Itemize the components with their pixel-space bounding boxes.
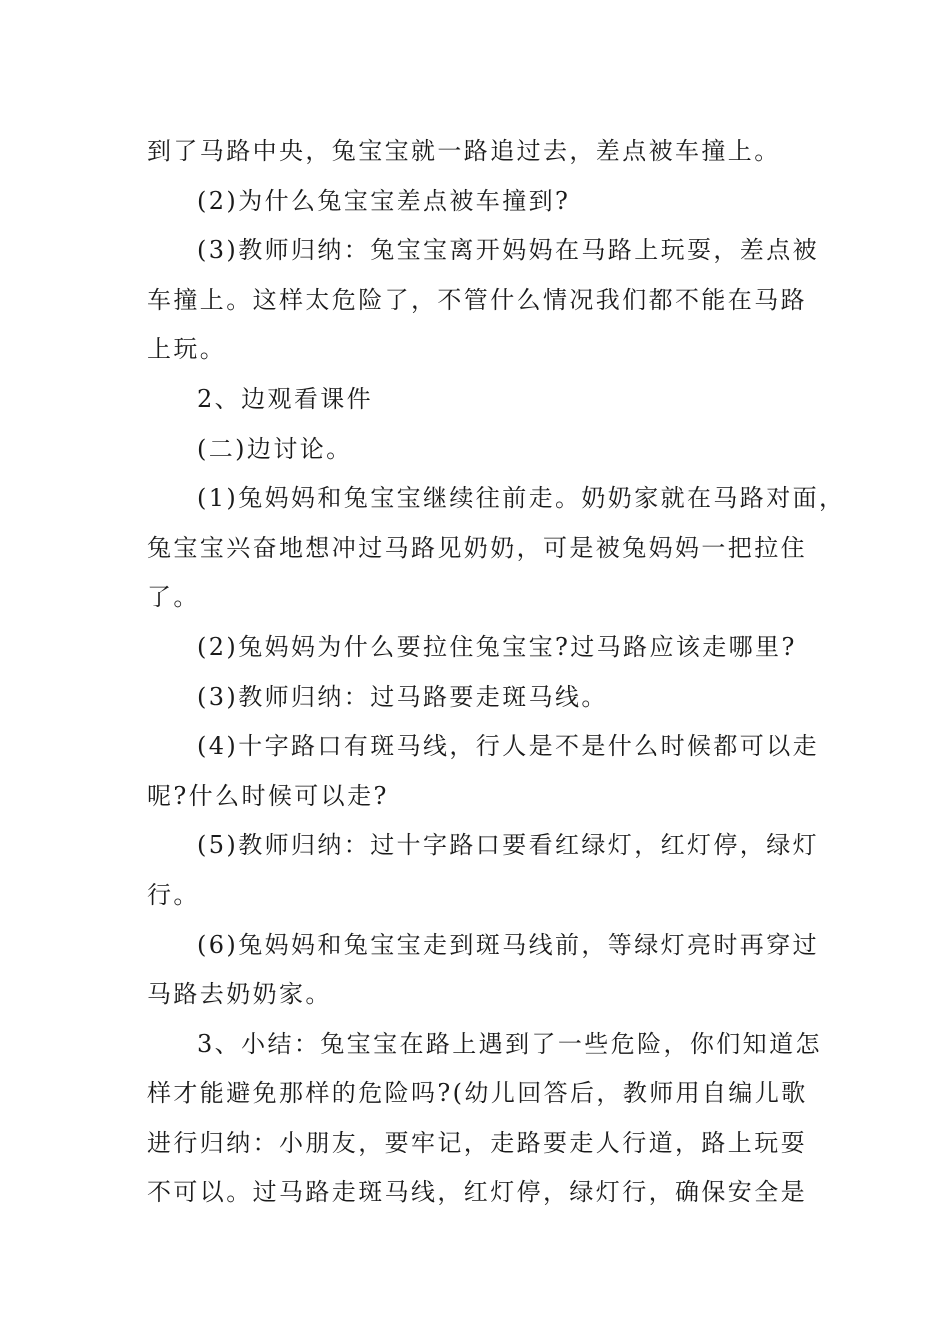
paragraph-line: (2)为什么兔宝宝差点被车撞到? xyxy=(197,186,571,215)
paragraph-line: (4)十字路口有斑马线，行人是不是什么时候都可以走 xyxy=(197,732,819,761)
paragraph-line: (5)教师归纳：过十字路口要看红绿灯，红灯停，绿灯 xyxy=(197,831,819,860)
paragraph-line: 上玩。 xyxy=(147,335,227,364)
subsection-heading: (二)边讨论。 xyxy=(197,434,353,463)
paragraph-line: 了。 xyxy=(147,583,200,612)
paragraph-line: 车撞上。这样太危险了，不管什么情况我们都不能在马路 xyxy=(147,285,807,314)
paragraph-line: 到了马路中央，兔宝宝就一路追过去，差点被车撞上。 xyxy=(147,137,781,165)
paragraph-line: (3)教师归纳：兔宝宝离开妈妈在马路上玩耍，差点被 xyxy=(197,236,819,265)
paragraph-line: (3)教师归纳：过马路要走斑马线。 xyxy=(197,682,608,711)
paragraph-line: 样才能避免那样的危险吗?(幼儿回答后，教师用自编儿歌 xyxy=(147,1079,808,1108)
paragraph-line: (6)兔妈妈和兔宝宝走到斑马线前，等绿灯亮时再穿过 xyxy=(197,930,819,959)
document-body xyxy=(147,127,846,1218)
paragraph-line: 行。 xyxy=(147,880,200,909)
section-heading: 2、边观看课件 xyxy=(197,384,374,413)
paragraph-line: 进行归纳：小朋友，要牢记，走路要走人行道，路上玩耍 xyxy=(147,1128,807,1157)
paragraph-line: (1)兔妈妈和兔宝宝继续往前走。奶奶家就在马路对面， xyxy=(197,484,846,513)
paragraph-line: (2)兔妈妈为什么要拉住兔宝宝?过马路应该走哪里? xyxy=(197,632,797,661)
paragraph-line: 不可以。过马路走斑马线，红灯停，绿灯行，确保安全是 xyxy=(147,1178,807,1207)
paragraph-line: 马路去奶奶家。 xyxy=(147,980,332,1009)
paragraph-line: 兔宝宝兴奋地想冲过马路见奶奶，可是被兔妈妈一把拉住 xyxy=(147,533,807,562)
paragraph-line: 呢?什么时候可以走? xyxy=(147,781,389,810)
section-heading: 3、小结：兔宝宝在路上遇到了一些危险，你们知道怎 xyxy=(197,1029,822,1058)
